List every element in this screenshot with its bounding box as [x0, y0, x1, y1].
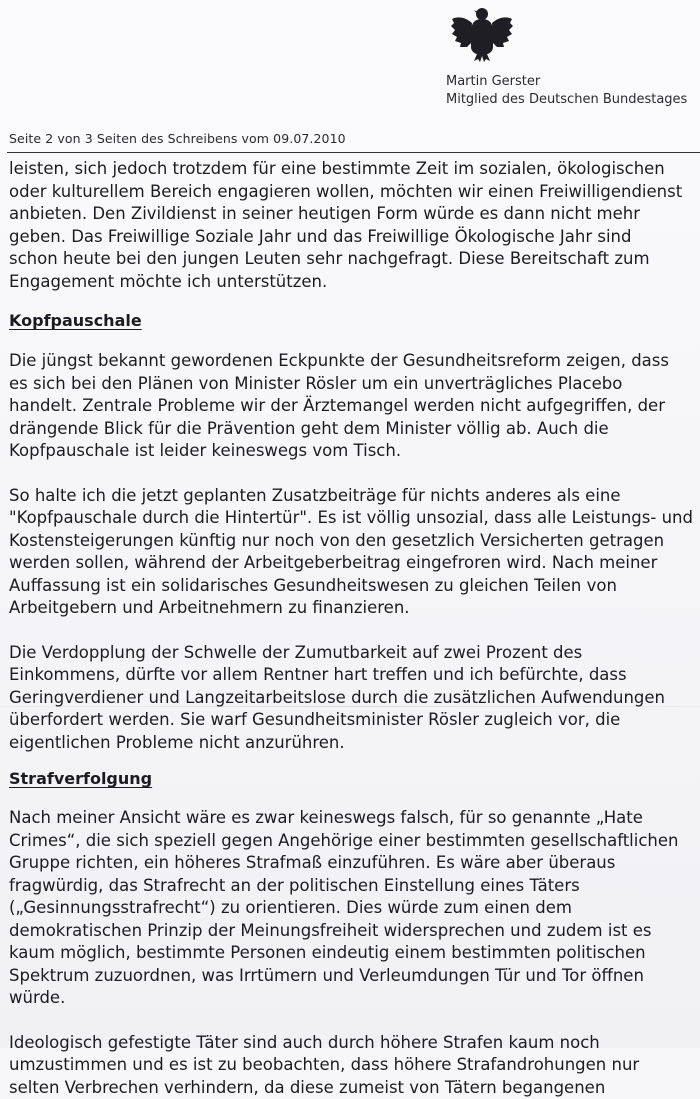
paragraph-freiwilligendienst: leisten, sich jedoch trotzdem für eine bestimmte Zeit im sozialen, ökologischen oder kulturellem Bereich engagieren wollen, möchten wir einen Freiwilligendienst anbieten. Den Zivildienst in seiner heutigen Form würde es dann nicht mehr geben. Das Freiwillige Soziale Jahr und das Freiwillige Ökologische Jahr sind schon heute bei den jungen Leuten sehr nachgefragt. Diese Bereitschaft zum Engagement möchte ich unterstützen.	[9, 158, 697, 293]
paragraph-zusatzbeitraege: So halte ich die jetzt geplanten Zusatzbeiträge für nichts anderes als eine "Kopfpauschale durch die Hintertür". Es ist völlig unsozial, dass alle Leistungs- und Kostensteigerungen künftig nur noch von den gesetzlich Versicherten getragen werden sollen, während der Arbeitgeberbeitrag eingefroren wird. Nach meiner Auffassung ist ein solidarisches Gesundheitswesen zu gleichen Teilen von Arbeitgebern und Arbeitnehmern zu finanzieren.	[9, 485, 697, 620]
letter-body	[9, 158, 697, 1099]
paragraph-gesundheitsreform: Die jüngst bekannt gewordenen Eckpunkte der Gesundheitsreform zeigen, dass es sich bei den Plänen von Minister Rösler um ein unverträgliches Placebo handelt. Zentrale Probleme wir der Ärztemangel werden nicht aufgegriffen, der drängende Blick für die Prävention geht dem Minister völlig ab. Auch die Kopfpauschale ist leider keineswegs vom Tisch.	[9, 350, 697, 463]
paragraph-hate-crimes: Nach meiner Ansicht wäre es zwar keineswegs falsch, für so genannte „Hate Crimes“, die sich speziell gegen Angehörige einer bestimmten gesellschaftlichen Gruppe richten, ein höheres Strafmaß einzuführen. Es wäre aber überaus fragwürdig, das Strafrecht an der politischen Einstellung eines Täters („Gesinnungsstrafrecht“) zu orientieren. Dies würde zum einen dem demokratischen Prinzip der Meinungsfreiheit widersprechen und zudem ist es kaum möglich, bestimmte Personen eindeutig einem bestimmten politischen Spektrum zuzuordnen, was Irrtümern und Verleumdungen Tür und Tor öffnen würde.	[9, 807, 697, 1010]
header-divider	[7, 152, 700, 153]
sender-name: Martin Gerster	[446, 73, 687, 91]
heading-strafverfolgung: Strafverfolgung	[9, 768, 697, 790]
heading-kopfpauschale: Kopfpauschale	[9, 310, 697, 332]
federal-eagle-icon	[449, 3, 515, 63]
paragraph-taeter: Ideologisch gefestigte Täter sind auch durch höhere Strafen kaum noch umzustimmen und es ist zu beobachten, dass höhere Strafandrohungen nur selten Verbrechen verhindern, da diese zumeist von Tätern begangenen	[9, 1032, 697, 1099]
sender-title: Mitglied des Deutschen Bundestages	[446, 91, 687, 109]
sender-block	[446, 73, 687, 109]
page-reference: Seite 2 von 3 Seiten des Schreibens vom 09.07.2010	[9, 131, 346, 146]
paragraph-zumutbarkeit: Die Verdopplung der Schwelle der Zumutbarkeit auf zwei Prozent des Einkommens, dürfte vor allem Rentner hart treffen und ich befürchte, dass Geringverdiener und Langzeitarbeitslose durch die zusätzlichen Aufwendungen überfordert werden. Sie warf Gesundheitsminister Rösler zugleich vor, die eigentlichen Probleme nicht anzurühren.	[9, 642, 697, 755]
